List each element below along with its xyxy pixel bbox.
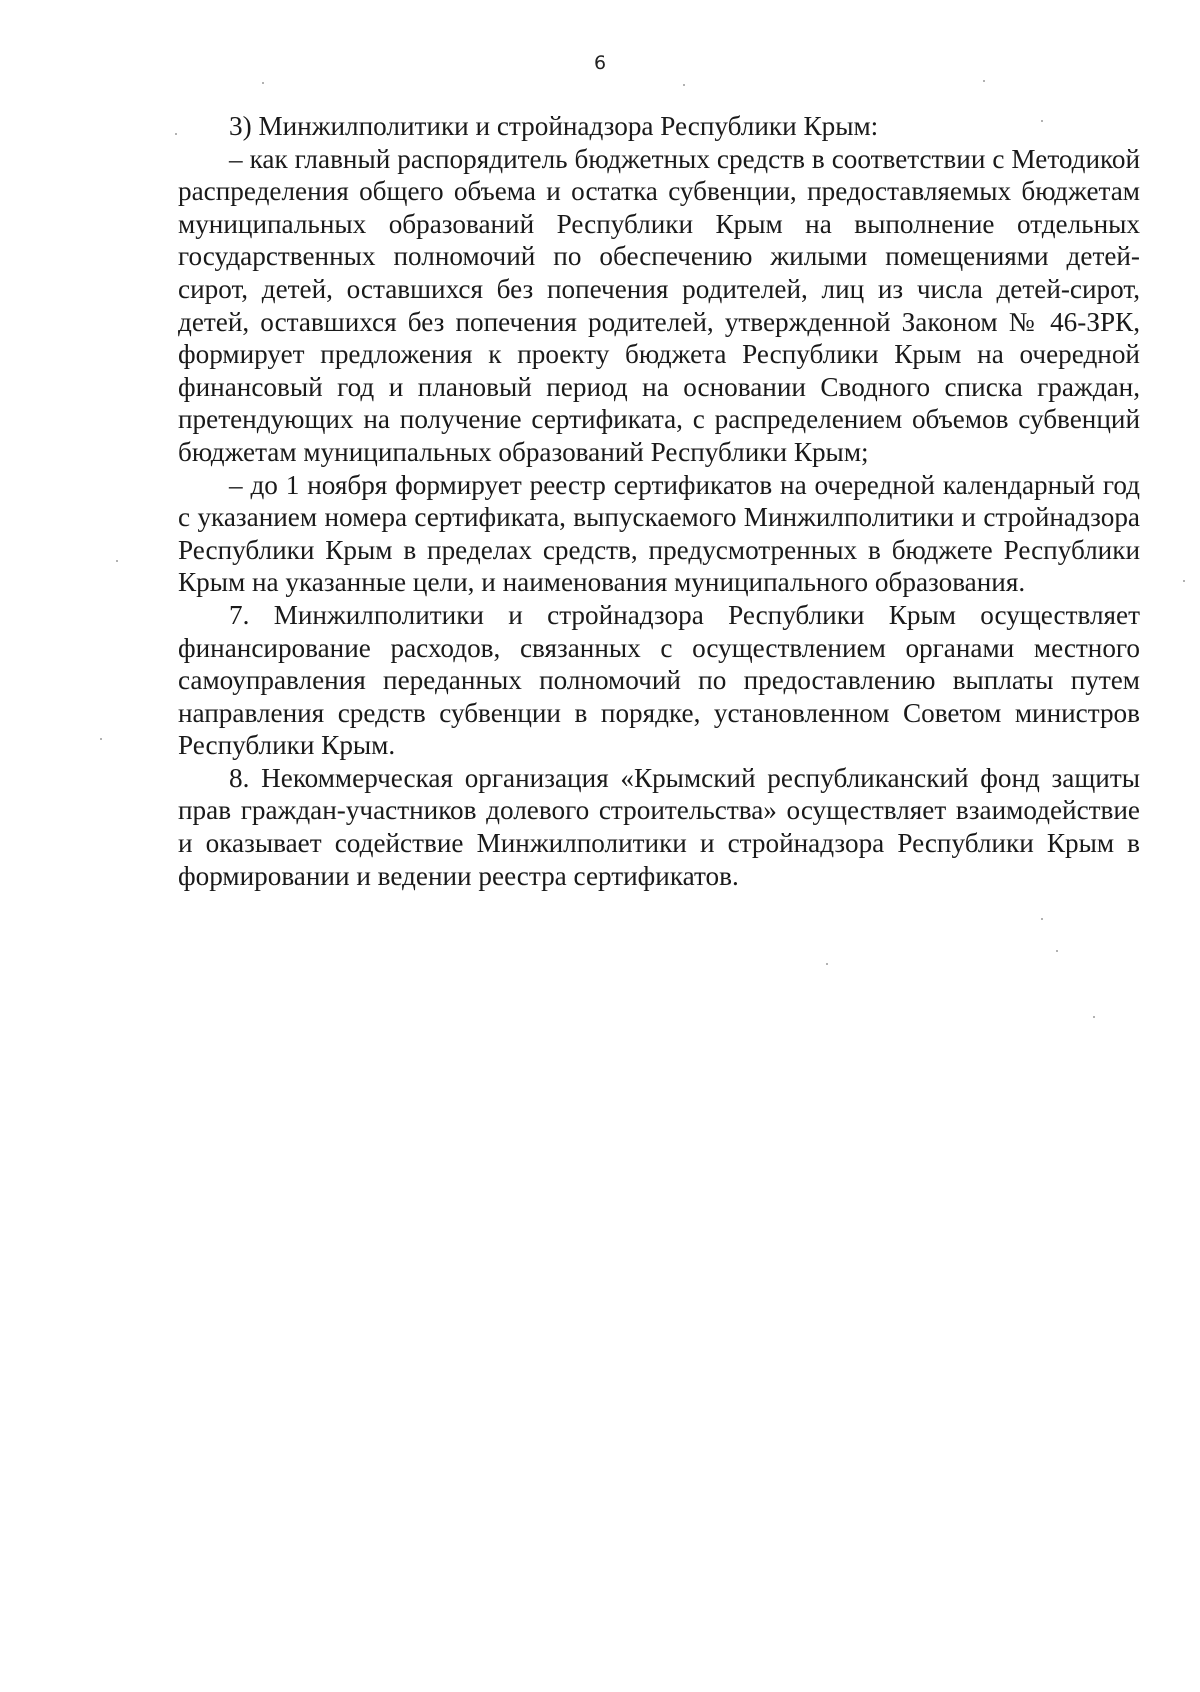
scan-speck: [1041, 120, 1043, 122]
scan-speck: [1041, 918, 1043, 920]
scan-speck: [1056, 950, 1058, 952]
document-body: [178, 110, 1140, 892]
paragraph-item-7: 7. Минжилполитики и стройнадзора Республики Крым осуществляет финансирование расходов, связанных с осуществлением органами местного самоуправления переданных полномочий по предоставлению выплаты путем направления средств субвенции в порядке, установленном Советом министров Республики Крым.: [178, 599, 1140, 761]
page-number: 6: [593, 52, 607, 74]
scan-speck: [1093, 1016, 1095, 1018]
scan-speck: [175, 133, 177, 135]
paragraph-certificate-registry: – до 1 ноября формирует реестр сертификатов на очередной календарный год с указанием номера сертификата, выпускаемого Минжилполитики и стройнадзора Республики Крым в пределах средств, предусмотренных в бюджете Республики Крым на указанные цели, и наименования муниципального образования.: [178, 469, 1140, 598]
scan-speck: [826, 963, 828, 965]
paragraph-item-8: 8. Некоммерческая организация «Крымский республиканский фонд защиты прав граждан-участников долевого строительства» осуществляет взаимодействие и оказывает содействие Минжилполитики и стройнадзора Республики Крым в формировании и ведении реестра сертификатов.: [178, 762, 1140, 891]
scan-speck: [683, 84, 685, 86]
scan-speck: [983, 80, 985, 82]
scan-speck: [1183, 580, 1185, 582]
paragraph-budget-proposals: – как главный распорядитель бюджетных средств в соответствии с Методикой распределения общего объема и остатка субвенции, предоставляемых бюджетам муниципальных образований Республики Крым на выполнение отдельных государственных полномочий по обеспечению жилыми помещениями детей-сирот, детей, оставшихся без попечения родителей, лиц из числа детей-сирот, детей, оставшихся без попечения родителей, утвержденной Законом № 46-ЗРК, формирует предложения к проекту бюджета Республики Крым на очередной финансовый год и плановый период на основании Сводного списка граждан, претендующих на получение сертификата, с распределением объемов субвенций бюджетам муниципальных образований Республики Крым;: [178, 143, 1140, 467]
scan-speck: [262, 82, 264, 84]
paragraph-ministry-heading: 3) Минжилполитики и стройнадзора Республики Крым:: [229, 111, 879, 141]
scan-speck: [100, 738, 102, 740]
scan-speck: [116, 560, 118, 562]
